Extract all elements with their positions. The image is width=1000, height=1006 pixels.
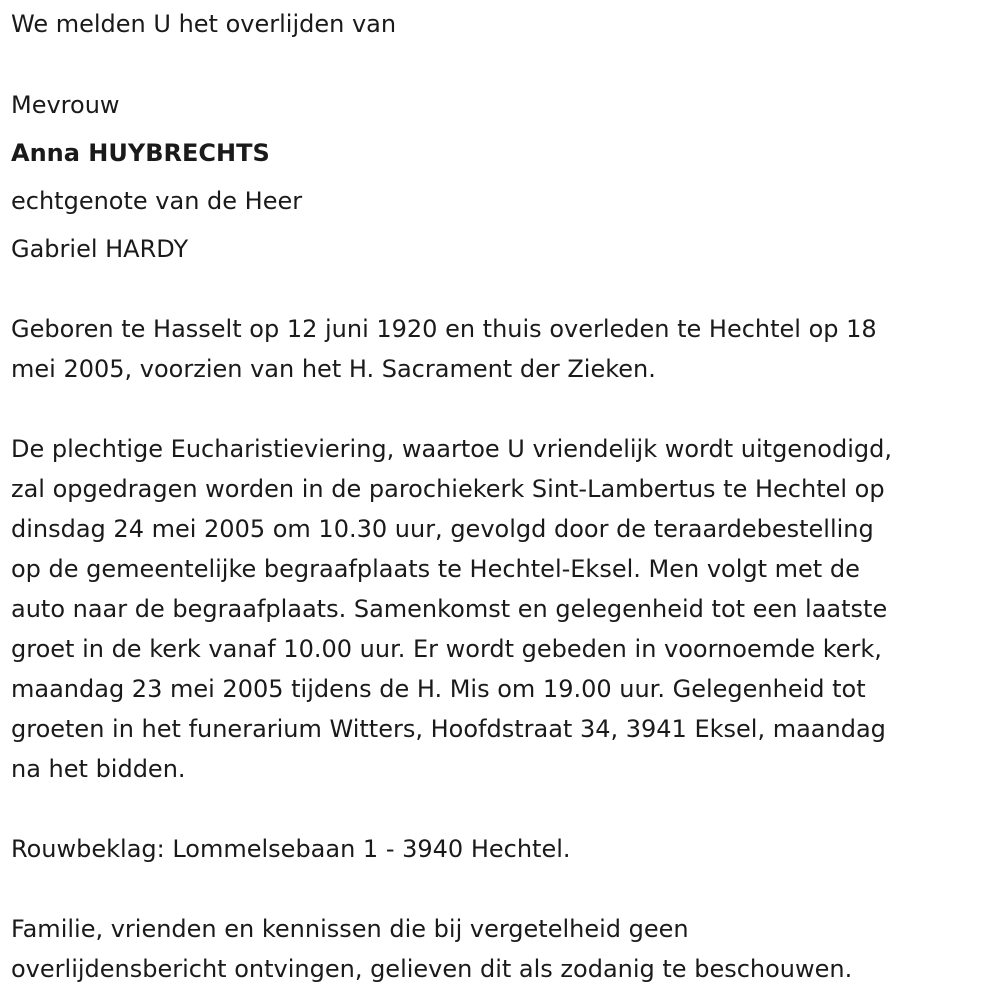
ceremony-paragraph [11,429,996,789]
paragraph-line: overlijdensbericht ontvingen, gelieven dit als zodanig te beschouwen. [11,955,853,983]
deceased-name: Anna HUYBRECHTS [11,139,270,167]
paragraph-line: Familie, vrienden en kennissen die bij vergetelheid geen [11,915,689,943]
paragraph-line: op de gemeentelijke begraafplaats te Hechtel-Eksel. Men volgt met de [11,555,860,583]
intro-text: We melden U het overlijden van [11,10,397,38]
closing-paragraph [11,909,996,989]
birth-death-paragraph [11,309,996,389]
paragraph-line: Geboren te Hasselt op 12 juni 1920 en thuis overleden te Hechtel op 18 [11,315,877,343]
paragraph-line: mei 2005, voorzien van het H. Sacrament der Zieken. [11,355,656,383]
paragraph-line: groeten in het funerarium Witters, Hoofdstraat 34, 3941 Eksel, maandag [11,715,886,743]
paragraph-line: na het bidden. [11,755,186,783]
paragraph-line: maandag 23 mei 2005 tijdens de H. Mis om 19.00 uur. Gelegenheid tot [11,675,866,703]
relation-text: echtgenote van de Heer [11,187,303,215]
paragraph-line: De plechtige Eucharistieviering, waartoe U vriendelijk wordt uitgenodigd, [11,435,892,463]
paragraph-line: auto naar de begraafplaats. Samenkomst en gelegenheid tot een laatste [11,595,888,623]
condolence-address: Rouwbeklag: Lommelsebaan 1 - 3940 Hechtel. [11,835,571,863]
paragraph-line: dinsdag 24 mei 2005 om 10.30 uur, gevolgd door de teraardebestelling [11,515,874,543]
paragraph-line: groet in de kerk vanaf 10.00 uur. Er wordt gebeden in voornoemde kerk, [11,635,882,663]
paragraph-line: zal opgedragen worden in de parochiekerk Sint-Lambertus te Hechtel op [11,475,885,503]
spouse-name: Gabriel HARDY [11,235,189,263]
honorific: Mevrouw [11,91,120,119]
